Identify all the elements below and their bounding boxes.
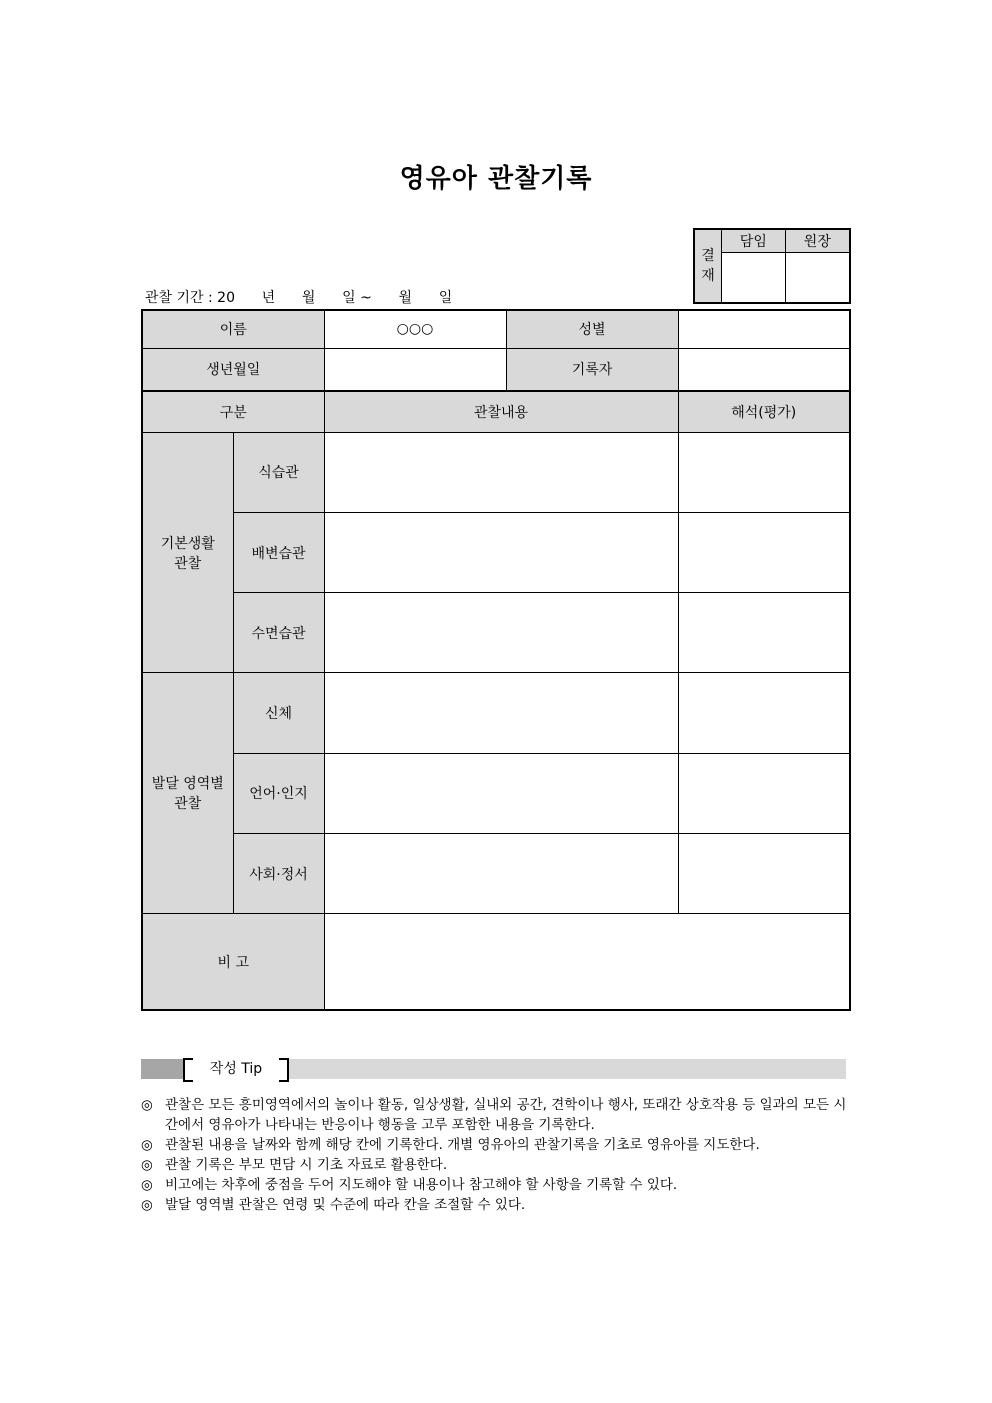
approval-sign-director[interactable]: [785, 253, 850, 304]
toilet-habit-content[interactable]: [324, 513, 678, 593]
eating-habit-label: 식습관: [233, 432, 324, 512]
bullet-icon: ◎: [141, 1197, 153, 1213]
tip-header-bar: [141, 1059, 846, 1079]
remarks-label: 비 고: [142, 914, 324, 1010]
recorder-label: 기록자: [506, 348, 678, 391]
birthdate-field[interactable]: [324, 348, 506, 391]
approval-col-teacher: 담임: [722, 229, 786, 253]
social-emotional-interpretation[interactable]: [678, 833, 850, 913]
name-field[interactable]: ○○○: [324, 310, 506, 348]
tip-text: 관찰은 모든 흥미영역에서의 놀이나 활동, 일상생활, 실내외 공간, 견학이나 행사, 또래간 상호작용 등 일과의 모든 시간에서 영유아가 나타내는 반응이나 행동을 고루 포함한 내용을 기록한다.: [165, 1097, 847, 1133]
birthdate-label: 생년월일: [142, 348, 324, 391]
toilet-habit-label: 배변습관: [233, 513, 324, 593]
tip-text: 발달 영역별 관찰은 연령 및 수준에 따라 칸을 조절할 수 있다.: [165, 1197, 526, 1213]
tip-item: [141, 1135, 853, 1155]
eating-habit-interpretation[interactable]: [678, 432, 850, 512]
eating-habit-content[interactable]: [324, 432, 678, 512]
tip-text: 관찰 기록은 부모 면담 시 기초 자료로 활용한다.: [165, 1157, 448, 1173]
tip-item: [141, 1095, 853, 1135]
page-title: 영유아 관찰기록: [399, 164, 593, 194]
group-label-line: 관찰: [174, 555, 202, 572]
tip-item: [141, 1175, 853, 1195]
physical-interpretation[interactable]: [678, 673, 850, 753]
tip-list: [141, 1095, 853, 1215]
name-label: 이름: [142, 310, 324, 348]
basic-life-group-label: [142, 432, 233, 673]
tip-left-bracket: [183, 1058, 193, 1082]
bullet-icon: ◎: [141, 1157, 153, 1173]
tip-text: 관찰된 내용을 날짜와 함께 해당 칸에 기록한다. 개별 영유아의 관찰기록을 기초로 영유아를 지도한다.: [165, 1137, 760, 1153]
content-header: 관찰내용: [324, 391, 678, 432]
gender-label: 성별: [506, 310, 678, 348]
toilet-habit-interpretation[interactable]: [678, 513, 850, 593]
interpretation-header: 해석(평가): [678, 391, 850, 432]
sleep-habit-content[interactable]: [324, 593, 678, 673]
group-label-line: 관찰: [174, 796, 202, 813]
approval-col-director: 원장: [785, 229, 850, 253]
approval-sign-teacher[interactable]: [722, 253, 786, 304]
social-emotional-content[interactable]: [324, 833, 678, 913]
bullet-icon: ◎: [141, 1177, 153, 1193]
tip-label: 작성 Tip: [183, 1058, 289, 1080]
approval-label-bottom: 재: [701, 268, 715, 284]
sleep-habit-label: 수면습관: [233, 593, 324, 673]
language-cognition-label: 언어·인지: [233, 753, 324, 833]
sleep-habit-interpretation[interactable]: [678, 593, 850, 673]
language-cognition-interpretation[interactable]: [678, 753, 850, 833]
tip-item: [141, 1195, 853, 1215]
bullet-icon: ◎: [141, 1137, 153, 1153]
category-header: 구분: [142, 391, 324, 432]
observation-period: 관찰 기간 : 20 년 월 일 ~ 월 일: [145, 290, 453, 306]
social-emotional-label: 사회·정서: [233, 833, 324, 913]
tip-text: 비고에는 차후에 중점을 두어 지도해야 할 내용이나 참고해야 할 사항을 기록할 수 있다.: [165, 1177, 678, 1193]
remarks-field[interactable]: [324, 914, 850, 1010]
bullet-icon: ◎: [141, 1097, 153, 1113]
approval-label: [694, 229, 722, 303]
tip-item: [141, 1155, 853, 1175]
group-label-line: 기본생활: [160, 535, 215, 552]
approval-label-top: 결: [701, 248, 715, 264]
gender-field[interactable]: [678, 310, 850, 348]
tip-bar-accent: [141, 1059, 183, 1079]
development-group-label: [142, 673, 233, 914]
approval-box: [693, 228, 851, 304]
tip-right-bracket: [279, 1058, 289, 1082]
observation-form: [141, 309, 851, 1011]
physical-content[interactable]: [324, 673, 678, 753]
physical-label: 신체: [233, 673, 324, 753]
group-label-line: 발달 영역별: [151, 776, 224, 793]
language-cognition-content[interactable]: [324, 753, 678, 833]
recorder-field[interactable]: [678, 348, 850, 391]
